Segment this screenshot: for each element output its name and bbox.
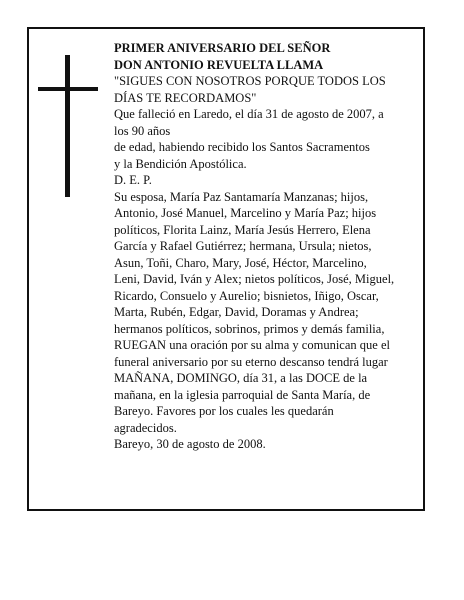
body-line: "SIGUES CON NOSOTROS PORQUE TODOS LOS (114, 74, 386, 88)
body-line: D. E. P. (114, 173, 152, 187)
body-line: Ricardo, Consuelo y Aurelio; bisnietos, Iñigo, Oscar, (114, 288, 379, 303)
cross-icon (38, 55, 98, 197)
body-line: Su esposa, María Paz Santamaría Manzanas; hijos, (114, 189, 369, 204)
cross-horizontal-bar (38, 87, 98, 91)
body-line: Antonio, José Manuel, Marcelino y María Paz; hijos (114, 206, 377, 220)
body-line: RUEGAN una oración por su alma y comunican que el (114, 338, 390, 352)
obituary-text (114, 40, 410, 453)
body-line: mañana, en la iglesia parroquial de Santa María, de (114, 387, 371, 402)
body-line: agradecidos. (114, 420, 177, 435)
body-line: políticos, Florita Lainz, María Jesús Herrero, Elena (114, 222, 371, 237)
heading-line: DON ANTONIO REVUELTA LLAMA (114, 57, 324, 72)
body-line: Leni, David, Iván y Alex; nietos políticos, José, Miguel, (114, 272, 395, 286)
body-line: Bareyo. Favores por los cuales les quedarán (114, 404, 334, 418)
body-line: Marta, Rubén, Edgar, David, Doramas y Andrea; (114, 305, 359, 319)
cross-vertical-bar (65, 55, 70, 197)
body-line: y la Bendición Apostólica. (114, 156, 247, 171)
body-line: MAÑANA, DOMINGO, día 31, a las DOCE de la (114, 371, 368, 385)
body-line: García y Rafael Gutiérrez; hermana, Ursula; nietos, (114, 239, 372, 253)
heading-line: PRIMER ANIVERSARIO DEL SEÑOR (114, 41, 331, 55)
body-line: funeral aniversario por su eterno descanso tendrá lugar (114, 354, 388, 369)
body-line: DÍAS TE RECORDAMOS" (114, 90, 257, 105)
body-line: de edad, habiendo recibido los Santos Sacramentos (114, 140, 370, 154)
body-line: Que falleció en Laredo, el día 31 de agosto de 2007, a (114, 107, 384, 121)
body-line: Asun, Toñi, Charo, Mary, José, Héctor, Marcelino, (114, 255, 367, 270)
body-line: los 90 años (114, 123, 171, 138)
body-line: Bareyo, 30 de agosto de 2008. (114, 437, 266, 451)
body-line: hermanos políticos, sobrinos, primos y demás familia, (114, 321, 385, 336)
